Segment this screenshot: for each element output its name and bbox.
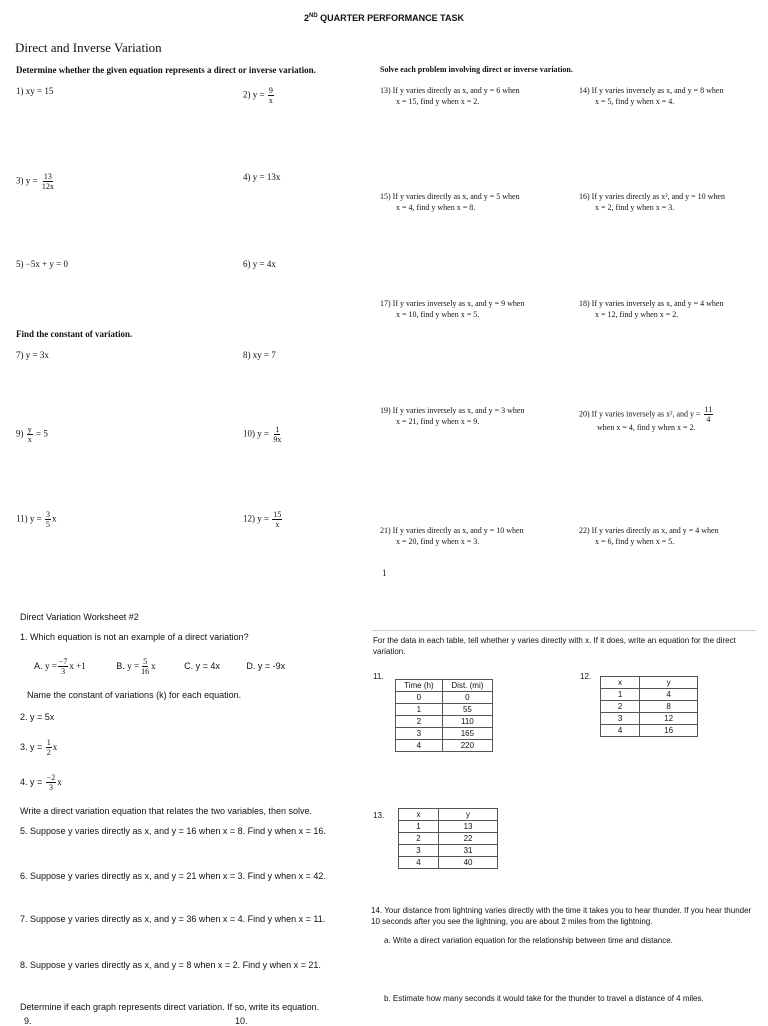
problem-16 xyxy=(579,191,725,213)
problem-21-line1: 21) If y varies directly as x, and y = 10 when xyxy=(380,526,524,535)
table-row xyxy=(601,725,698,737)
table-cell: 1 xyxy=(396,704,443,716)
choice-a xyxy=(34,657,88,676)
table-header-row xyxy=(601,677,698,689)
question-14b: b. Estimate how many seconds it would take for the thunder to travel a distance of 4 miles. xyxy=(384,994,704,1003)
table-row xyxy=(601,689,698,701)
table-12-label: 12. xyxy=(580,672,592,681)
question-6: 6. Suppose y varies directly as x, and y = 21 when x = 3. Find y when x = 42. xyxy=(20,871,326,881)
title-number: 2 xyxy=(303,13,309,23)
problem-16-line1: 16) If y varies directly as x², and y = 10 when xyxy=(579,192,725,201)
problem-1: 1) xy = 15 xyxy=(16,86,54,96)
problem-16-line2: x = 2, find y when x = 3. xyxy=(595,203,675,212)
problem-21 xyxy=(380,525,524,547)
problem-6: 6) y = 4x xyxy=(243,259,276,269)
table-header-cell: y xyxy=(439,809,498,821)
title-text: QUARTER PERFORMANCE TASK xyxy=(317,13,465,23)
table-header-cell: x xyxy=(601,677,640,689)
problem-2-label: 2) y = xyxy=(243,89,265,100)
problem-3-numerator: 13 xyxy=(43,172,52,181)
table-12 xyxy=(600,676,698,737)
problem-14-line1: 14) If y varies inversely as x, and y = 8 when xyxy=(579,86,724,95)
worksheet2-title: Direct Variation Worksheet #2 xyxy=(20,612,139,622)
choice-b-denominator: 16 xyxy=(141,667,150,676)
question-14a: a. Write a direct variation equation for the relationship between time and distance. xyxy=(384,936,673,945)
table-cell: 40 xyxy=(439,857,498,869)
problem-17 xyxy=(380,298,524,320)
table-row xyxy=(399,857,498,869)
question-4-rest: x xyxy=(57,776,62,787)
problem-12-denominator: x xyxy=(275,520,280,529)
question-3 xyxy=(20,738,57,757)
problem-20-line2: when x = 4, find y when x = 2. xyxy=(597,423,696,432)
table-header-cell: y xyxy=(640,677,698,689)
table-cell: 4 xyxy=(640,689,698,701)
table-header-cell: Time (h) xyxy=(396,680,443,692)
table-cell: 1 xyxy=(601,689,640,701)
table-cell: 16 xyxy=(640,725,698,737)
page-header xyxy=(0,13,768,23)
question-1-choices xyxy=(34,657,285,676)
table-cell: 55 xyxy=(442,704,492,716)
problem-3-label: 3) y = xyxy=(16,175,38,186)
choice-d: D. y = -9x xyxy=(246,660,286,671)
problem-7: 7) y = 3x xyxy=(16,350,49,360)
choice-c: C. y = 4x xyxy=(184,660,220,671)
choice-b xyxy=(116,657,158,676)
choice-a-label: A. xyxy=(34,660,43,671)
table-row xyxy=(396,716,493,728)
table-cell: 0 xyxy=(442,692,492,704)
choice-b-y: y = xyxy=(127,660,140,671)
problem-15 xyxy=(380,191,520,213)
table-cell: 3 xyxy=(396,728,443,740)
problem-9 xyxy=(16,425,48,444)
question-10: 10. xyxy=(235,1016,248,1026)
table-header-row xyxy=(396,680,493,692)
problem-19-line1: 19) If y varies inversely as x, and y = 3 when xyxy=(380,406,525,415)
table-cell: 1 xyxy=(399,821,439,833)
table-cell: 0 xyxy=(396,692,443,704)
section-title: Direct and Inverse Variation xyxy=(15,40,162,55)
table-cell: 31 xyxy=(439,845,498,857)
problem-21-line2: x = 20, find y when x = 3. xyxy=(396,537,480,546)
question-4-numerator: −2 xyxy=(46,773,56,782)
graph-instruction: Determine if each graph represents direct variation. If so, write its equation. xyxy=(20,1002,320,1012)
problem-8: 8) xy = 7 xyxy=(243,350,276,360)
table-cell: 4 xyxy=(396,740,443,752)
part2-instruction: Find the constant of variation. xyxy=(16,329,133,339)
table-instruction: For the data in each table, tell whether y varies directly with x. If it does, write an equation for the direct variation. xyxy=(373,636,736,656)
table-cell: 4 xyxy=(399,857,439,869)
table-row xyxy=(601,701,698,713)
problem-10-label: 10) y = xyxy=(243,428,270,439)
part1-instruction: Determine whether the given equation represents a direct or inverse variation. xyxy=(16,65,316,75)
problem-20-numerator: 11 xyxy=(704,405,713,414)
table-row xyxy=(396,728,493,740)
table-cell: 2 xyxy=(601,701,640,713)
problem-2 xyxy=(243,86,275,105)
table-header-cell: Dist. (mi) xyxy=(442,680,492,692)
table-row xyxy=(399,845,498,857)
choice-a-y: y = xyxy=(45,660,57,671)
question-14: 14. Your distance from lightning varies directly with the time it takes you to hear thunder. If you hear thunder 10 seconds after you see the lightning, you are about 2 miles from the lightning. xyxy=(371,906,752,926)
choice-b-numerator: 5 xyxy=(143,657,148,666)
table-cell: 2 xyxy=(396,716,443,728)
problem-14 xyxy=(579,85,723,107)
problem-12-numerator: 15 xyxy=(273,510,282,519)
table-cell: 110 xyxy=(442,716,492,728)
table-cell: 12 xyxy=(640,713,698,725)
question-5: 5. Suppose y varies directly as x, and y = 16 when x = 8. Find y when x = 16. xyxy=(20,826,326,836)
problem-3 xyxy=(16,172,56,191)
problem-17-line2: x = 10, find y when x = 5. xyxy=(396,310,480,319)
problem-9-rest: = 5 xyxy=(36,428,48,439)
question-3-numerator: 1 xyxy=(46,738,51,747)
table-cell: 2 xyxy=(399,833,439,845)
question-3-rest: x xyxy=(52,741,58,752)
problem-18 xyxy=(579,298,723,320)
problem-13-line2: x = 15, find y when x = 2. xyxy=(396,97,480,106)
table-13 xyxy=(398,808,498,869)
problem-10-denominator: 9x xyxy=(273,435,282,444)
question-2: 2. y = 5x xyxy=(20,712,55,722)
table-11 xyxy=(395,679,493,752)
problem-2-denominator: x xyxy=(268,96,273,105)
problem-14-line2: x = 5, find y when x = 4. xyxy=(595,97,675,106)
problem-9-denominator: x xyxy=(27,435,32,444)
problem-19-line2: x = 21, find y when x = 9. xyxy=(396,417,480,426)
problem-11-numerator: 3 xyxy=(46,510,50,519)
name-constant-instruction: Name the constant of variations (k) for each equation. xyxy=(27,690,242,700)
question-8: 8. Suppose y varies directly as x, and y = 8 when x = 2. Find y when x = 21. xyxy=(20,960,321,970)
problem-22 xyxy=(579,525,719,547)
table-row xyxy=(601,713,698,725)
table-row xyxy=(396,704,493,716)
table-row xyxy=(399,833,498,845)
page-number: 1 xyxy=(382,568,387,578)
problem-9-numerator: y xyxy=(27,425,32,434)
table-cell: 165 xyxy=(442,728,492,740)
divider-line xyxy=(372,630,756,631)
table-header-cell: x xyxy=(399,809,439,821)
problem-4: 4) y = 13x xyxy=(243,172,281,182)
table-cell: 3 xyxy=(399,845,439,857)
question-3-label: 3. y = xyxy=(20,741,43,752)
problem-5: 5) −5x + y = 0 xyxy=(16,259,68,269)
question-1: 1. Which equation is not an example of a direct variation? xyxy=(20,632,249,642)
choice-b-label: B. xyxy=(116,660,125,671)
question-4-label: 4. y = xyxy=(20,776,43,787)
problem-12 xyxy=(243,510,283,529)
table-row xyxy=(399,821,498,833)
problem-20-denominator: 4 xyxy=(706,415,711,424)
table-cell: 13 xyxy=(439,821,498,833)
problem-10 xyxy=(243,425,283,444)
choice-b-rest: x xyxy=(151,660,156,671)
problem-13-line1: 13) If y varies directly as x, and y = 6 when xyxy=(380,86,520,95)
problem-3-denominator: 12x xyxy=(41,182,54,191)
question-4 xyxy=(20,773,62,792)
problem-22-line2: x = 6, find y when x = 5. xyxy=(595,537,675,546)
part3-instruction: Solve each problem involving direct or inverse variation. xyxy=(380,65,573,74)
table-cell: 4 xyxy=(601,725,640,737)
problem-2-numerator: 9 xyxy=(268,86,273,95)
problem-13 xyxy=(380,85,520,107)
table-cell: 8 xyxy=(640,701,698,713)
problem-11-label: 11) y = xyxy=(16,513,42,524)
problem-19 xyxy=(380,405,524,427)
table-13-label: 13. xyxy=(373,811,385,820)
problem-20-text: 20) If y varies inversely as x², and y = xyxy=(579,409,701,419)
choice-a-rest: x +1 xyxy=(69,660,86,671)
question-3-denominator: 2 xyxy=(46,748,51,757)
problem-15-line1: 15) If y varies directly as x, and y = 5 when xyxy=(380,192,520,201)
table-cell: 220 xyxy=(442,740,492,752)
problem-20-line1 xyxy=(579,405,714,424)
write-equation-instruction: Write a direct variation equation that relates the two variables, then solve. xyxy=(20,806,312,816)
problem-11-denominator: 5 xyxy=(46,520,50,529)
problem-12-label: 12) y = xyxy=(243,513,270,524)
table-row xyxy=(396,740,493,752)
table-row xyxy=(396,692,493,704)
problem-11 xyxy=(16,510,57,529)
question-4-denominator: 3 xyxy=(49,783,54,792)
problem-18-line2: x = 12, find y when x = 2. xyxy=(595,310,679,319)
table-cell: 3 xyxy=(601,713,640,725)
table-11-label: 11. xyxy=(373,672,384,681)
choice-a-denominator: 3 xyxy=(61,667,66,676)
title-superscript: ND xyxy=(309,13,318,19)
problem-22-line1: 22) If y varies directly as x, and y = 4 when xyxy=(579,526,719,535)
problem-9-label: 9) xyxy=(16,428,24,439)
problem-11-rest: x xyxy=(52,513,57,524)
problem-15-line2: x = 4, find y when x = 8. xyxy=(396,203,476,212)
question-7: 7. Suppose y varies directly as x, and y = 36 when x = 4. Find y when x = 11. xyxy=(20,914,326,924)
choice-a-numerator: −7 xyxy=(58,657,68,666)
problem-20 xyxy=(579,405,714,432)
problem-18-line1: 18) If y varies inversely as x, and y = 4 when xyxy=(579,299,724,308)
problem-10-numerator: 1 xyxy=(275,425,280,434)
question-9: 9. xyxy=(24,1016,32,1026)
table-cell: 22 xyxy=(439,833,498,845)
problem-17-line1: 17) If y varies inversely as x, and y = 9 when xyxy=(380,299,525,308)
table-header-row xyxy=(399,809,498,821)
